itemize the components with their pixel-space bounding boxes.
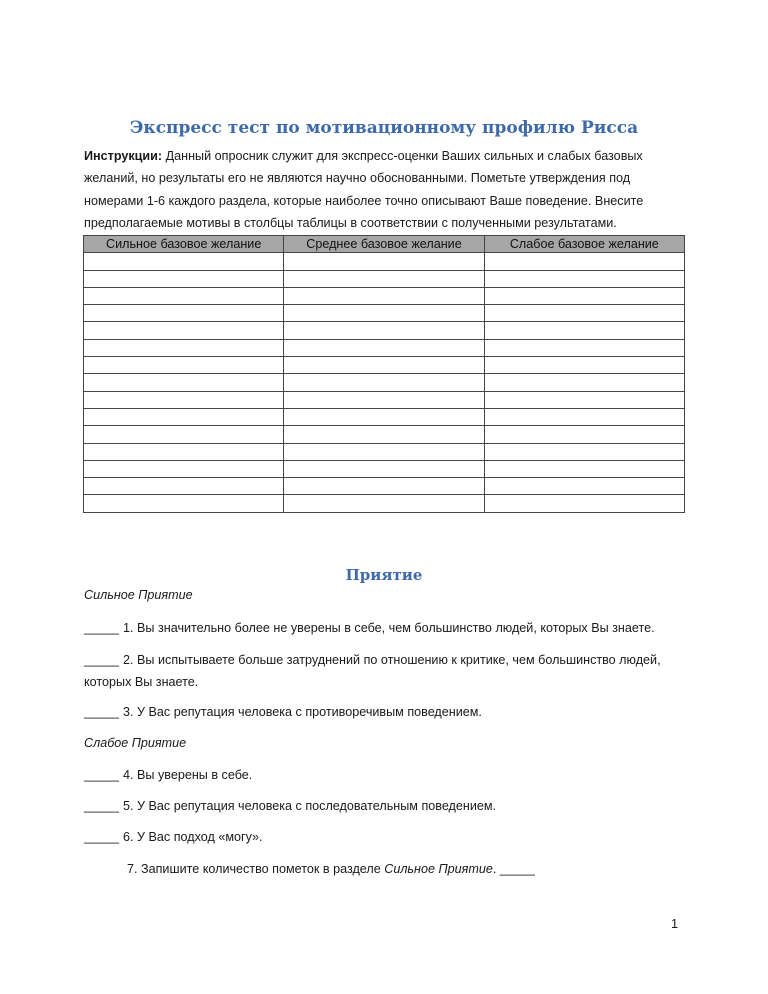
table-row (84, 460, 685, 477)
table-cell[interactable] (484, 478, 684, 495)
table-cell[interactable] (484, 374, 684, 391)
summary-emphasis: Сильное Приятие (384, 862, 493, 876)
question-item-1 (84, 617, 689, 639)
table-row (84, 322, 685, 339)
question-text: 1. Вы значительно более не уверены в себе, чем большинство людей, которых Вы знаете. (123, 621, 655, 635)
table-row (84, 443, 685, 460)
answer-blank[interactable]: _____ (84, 830, 120, 844)
answer-blank[interactable]: _____ (84, 653, 120, 667)
results-table (83, 235, 685, 513)
table-cell[interactable] (284, 253, 484, 270)
table-row (84, 253, 685, 270)
table-body (84, 253, 685, 512)
table-cell[interactable] (84, 322, 284, 339)
table-cell[interactable] (484, 270, 684, 287)
table-cell[interactable] (84, 443, 284, 460)
table-cell[interactable] (484, 339, 684, 356)
table-cell[interactable] (84, 287, 284, 304)
table-cell[interactable] (284, 408, 484, 425)
document-title: Экспресс тест по мотивационному профилю Рисса (129, 118, 639, 138)
table-row (84, 374, 685, 391)
question-text: 3. У Вас репутация человека с противоречивым поведением. (123, 705, 482, 719)
table-cell[interactable] (84, 339, 284, 356)
answer-blank[interactable]: _____ (84, 705, 120, 719)
table-row (84, 426, 685, 443)
table-cell[interactable] (484, 253, 684, 270)
table-cell[interactable] (284, 270, 484, 287)
instructions-text: Данный опросник служит для экспресс-оценки Ваших сильных и слабых базовых желаний, но результаты его не являются научно обоснованными. Пометьте утверждения под номерами 1-6 каждого раздела, которые наиболее точно описывают Ваше поведение. Внесите предполагаемые мотивы в столбцы таблицы в соответствии с полученными результатами. (84, 149, 644, 230)
table-cell[interactable] (84, 426, 284, 443)
table-row (84, 408, 685, 425)
table-row (84, 357, 685, 374)
table-cell[interactable] (484, 443, 684, 460)
table-cell[interactable] (284, 374, 484, 391)
table-cell[interactable] (484, 357, 684, 374)
instructions-label: Инструкции: (84, 149, 163, 163)
answer-blank[interactable]: _____ (84, 768, 120, 782)
question-item-4 (84, 764, 689, 786)
table-cell[interactable] (84, 478, 284, 495)
question-text: 2. Вы испытываете больше затруднений по отношению к критике, чем большинство людей, которых Вы знаете. (84, 653, 661, 690)
table-cell[interactable] (484, 426, 684, 443)
table-cell[interactable] (284, 391, 484, 408)
table-cell[interactable] (84, 357, 284, 374)
question-item-2 (84, 649, 689, 694)
instructions-paragraph (84, 145, 689, 234)
table-cell[interactable] (84, 391, 284, 408)
table-cell[interactable] (84, 495, 284, 512)
table-cell[interactable] (284, 322, 484, 339)
question-item-6 (84, 826, 689, 848)
table-cell[interactable] (84, 253, 284, 270)
table-cell[interactable] (484, 408, 684, 425)
strong-acceptance-label: Сильное Приятие (84, 588, 193, 602)
header-medium-desire: Среднее базовое желание (284, 236, 484, 253)
table-row (84, 305, 685, 322)
question-item-5 (84, 795, 689, 817)
summary-line (127, 858, 732, 880)
question-text: 5. У Вас репутация человека с последовательным поведением. (123, 799, 497, 813)
summary-prefix: 7. Запишите количество пометок в разделе (127, 862, 385, 876)
table-row (84, 391, 685, 408)
table-cell[interactable] (84, 460, 284, 477)
table-cell[interactable] (84, 270, 284, 287)
answer-blank[interactable]: _____ (84, 621, 120, 635)
table-cell[interactable] (284, 287, 484, 304)
table-cell[interactable] (84, 374, 284, 391)
table-header-row (84, 236, 685, 253)
table-row (84, 287, 685, 304)
table-cell[interactable] (484, 495, 684, 512)
table-cell[interactable] (484, 287, 684, 304)
table-cell[interactable] (284, 495, 484, 512)
table-cell[interactable] (84, 408, 284, 425)
table-cell[interactable] (484, 322, 684, 339)
table-cell[interactable] (484, 391, 684, 408)
header-weak-desire: Слабое базовое желание (484, 236, 684, 253)
weak-acceptance-label: Слабое Приятие (84, 736, 187, 750)
table-cell[interactable] (284, 478, 484, 495)
summary-suffix[interactable]: . _____ (492, 862, 535, 876)
question-text: 4. Вы уверены в себе. (123, 768, 253, 782)
table-cell[interactable] (284, 460, 484, 477)
section-title: Приятие (345, 566, 423, 584)
table-row (84, 339, 685, 356)
table-cell[interactable] (284, 426, 484, 443)
table-cell[interactable] (284, 339, 484, 356)
table-cell[interactable] (284, 357, 484, 374)
table-cell[interactable] (84, 305, 284, 322)
table-cell[interactable] (284, 305, 484, 322)
page-number: 1 (670, 917, 678, 931)
answer-blank[interactable]: _____ (84, 799, 120, 813)
header-strong-desire: Сильное базовое желание (84, 236, 284, 253)
table-row (84, 495, 685, 512)
table-cell[interactable] (484, 305, 684, 322)
table-row (84, 478, 685, 495)
question-text: 6. У Вас подход «могу». (123, 830, 263, 844)
question-item-3 (84, 701, 689, 723)
table-cell[interactable] (284, 443, 484, 460)
table-cell[interactable] (484, 460, 684, 477)
table-row (84, 270, 685, 287)
